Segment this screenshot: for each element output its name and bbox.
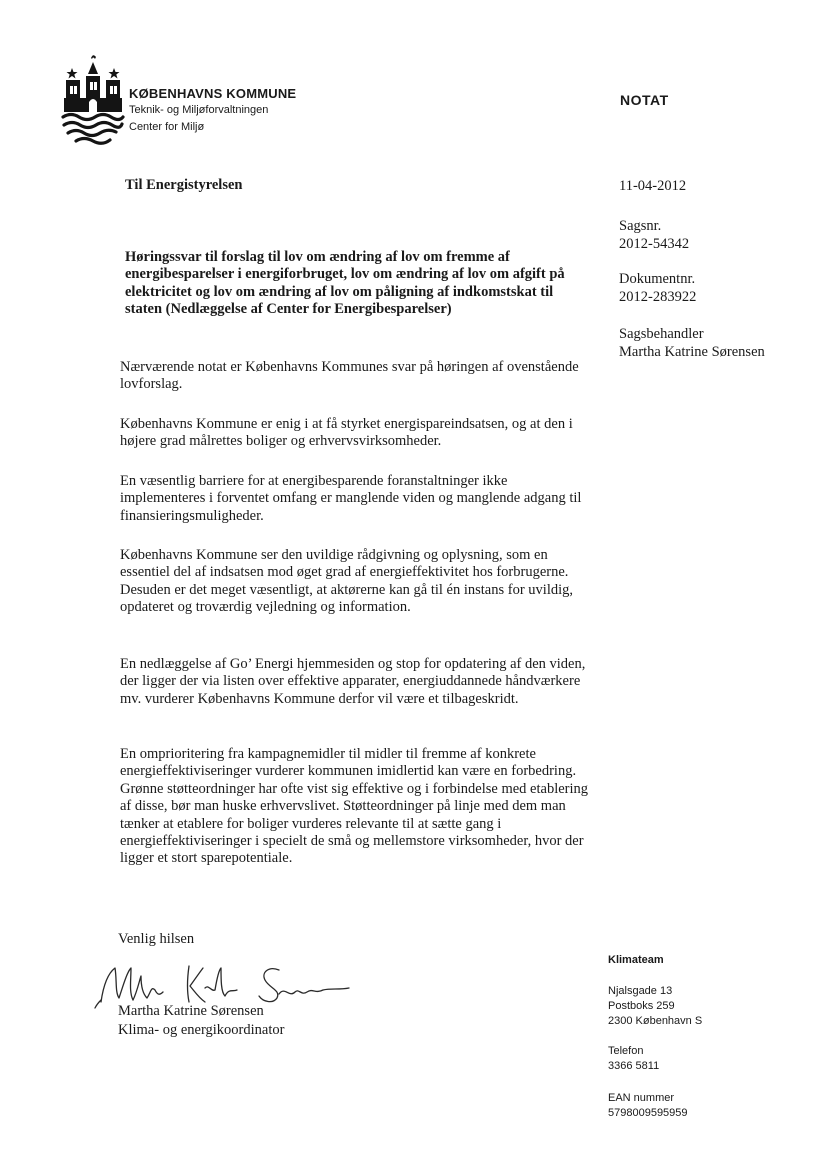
- body-paragraph: En omprioritering fra kampagnemidler til midler til fremme af konkrete energieffektiviseringer vurderer kommunen imidlertid kan være en forbedring. Grønne støtteordninger har ofte vist sig effektive og i forbindelse med etablering af disse, bør man huske erhvervslivet. Støtteordninger på linje med dem man tænker at etablere for boliger vurderes relevante til at sætte gang i energieffektiviseringer i specielt de små og mellemstore virksomheder, hvor der ligger et stort sparepotentiale.: [120, 746, 589, 867]
- case-handler-name: Martha Katrine Sørensen: [619, 344, 765, 360]
- case-number-block: [619, 217, 689, 253]
- body-paragraph: Københavns Kommune er enig i at få styrket energispareindsatsen, og at den i højere grad målrettes boliger og erhvervsvirksomheder.: [120, 416, 573, 450]
- subject-heading: Høringssvar til forslag til lov om ændring af lov om fremme af energibesparelser i energiforbruget, lov om ændring af lov om afgift på elektricitet og lov om ændring af lov om påligning af indkomstskat til staten (Nedlæggelse af Center for Energibesparelser): [125, 249, 565, 318]
- document-type: NOTAT: [620, 92, 669, 108]
- address-line: 2300 København S: [608, 1015, 703, 1027]
- recipient: Til Energistyrelsen: [125, 177, 243, 193]
- postal-address: [608, 984, 702, 1029]
- ean-number: 5798009595959: [608, 1107, 688, 1119]
- phone-label: Telefon: [608, 1045, 644, 1057]
- body-paragraph: En nedlæggelse af Go’ Energi hjemmesiden og stop for opdatering af den viden, der ligger der via listen over effektive apparater, energiuddannede håndværkere mv. vurderer Københavns Kommune derfor vil være et tilbageskridt.: [120, 656, 586, 707]
- document-date: 11-04-2012: [619, 178, 687, 194]
- body-paragraph: En væsentlig barriere for at energibesparende foranstaltninger ikke implementeres i forventet omfang er manglende viden og manglende adgang til finansieringsmuligheder.: [120, 473, 582, 524]
- document-number-block: [619, 270, 696, 306]
- case-handler-label: Sagsbehandler: [619, 326, 704, 342]
- document-number-label: Dokumentnr.: [619, 271, 696, 287]
- signer-name: Martha Katrine Sørensen: [118, 1003, 264, 1019]
- case-number: 2012-54342: [619, 236, 690, 252]
- body-paragraph: Københavns Kommune ser den uvildige rådgivning og oplysning, som en essentiel del af indsatsen mod øget grad af energieffektivitet hos forbrugerne. Desuden er det meget væsentligt, at aktørerne kan gå til én instans for uvildig, opdateret og troværdig vejledning og information.: [120, 547, 574, 616]
- ean-block: [608, 1091, 688, 1121]
- case-number-label: Sagsnr.: [619, 218, 662, 234]
- phone-block: [608, 1044, 659, 1074]
- address-line: Postboks 259: [608, 1000, 675, 1012]
- coat-of-arms-logo: [60, 52, 126, 148]
- phone-number: 3366 5811: [608, 1060, 660, 1072]
- organization-name: KØBENHAVNS KOMMUNE: [129, 86, 297, 101]
- department-name: Teknik- og Miljøforvaltningen: [129, 104, 269, 116]
- signer-title: Klima- og energikoordinator: [118, 1022, 285, 1038]
- team-name: Klimateam: [608, 954, 664, 966]
- body-paragraph: Nærværende notat er Københavns Kommunes svar på høringen af ovenstående lovforslag.: [120, 359, 579, 393]
- ean-label: EAN nummer: [608, 1092, 675, 1104]
- document-number: 2012-283922: [619, 289, 697, 305]
- address-line: Njalsgade 13: [608, 985, 673, 997]
- center-name: Center for Miljø: [129, 121, 205, 133]
- case-handler-block: [619, 325, 765, 361]
- closing-greeting: Venlig hilsen: [118, 931, 195, 947]
